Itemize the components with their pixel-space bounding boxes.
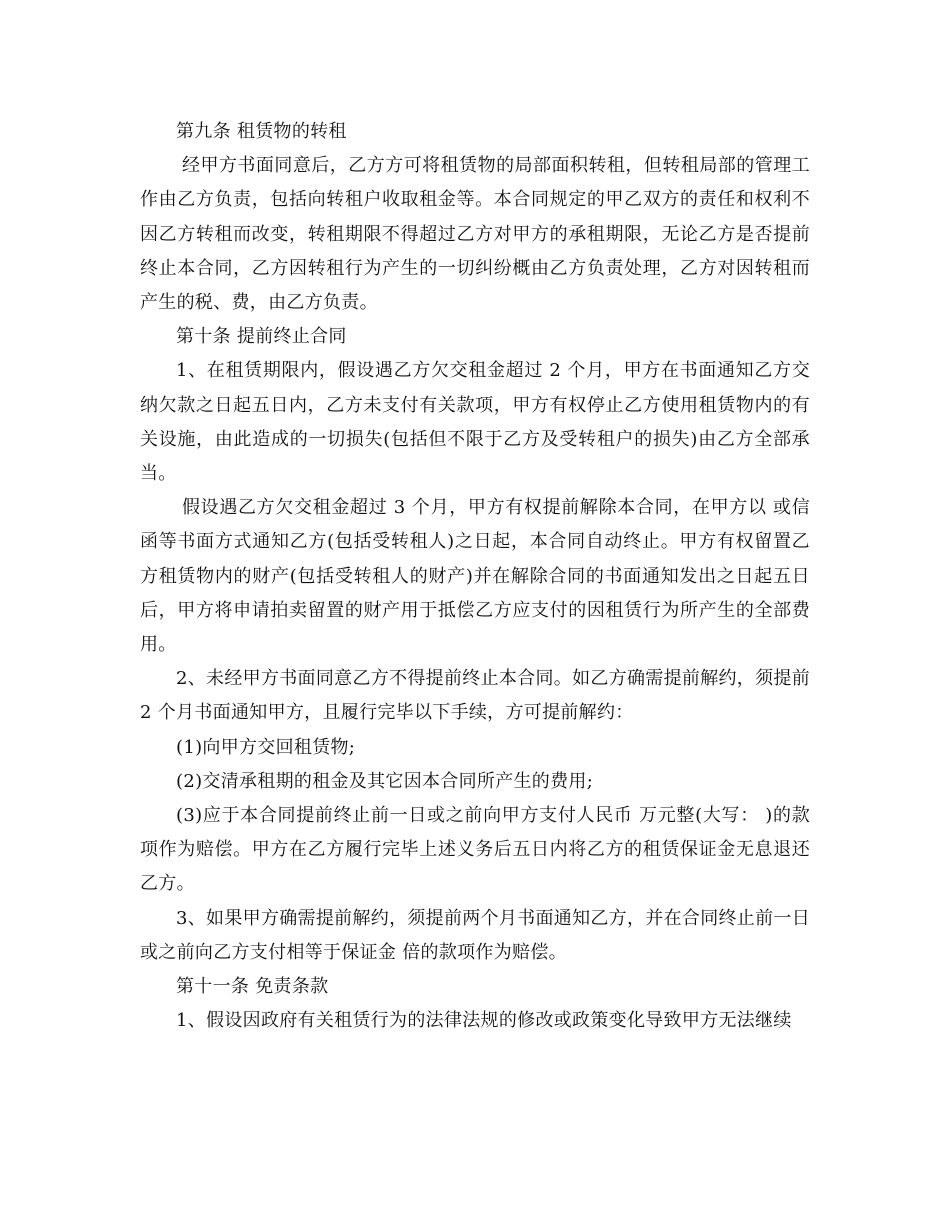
article-10-clause-3: 3、如果甲方确需提前解约，须提前两个月书面通知乙方，并在合同终止前一日或之前向乙方支付相等于保证金 倍的款项作为赔偿。: [140, 907, 810, 963]
article-10-clause-2-item-3: (3)应于本合同提前终止前一日或之前向甲方支付人民币 万元整(大写： )的款项作为赔偿。甲方在乙方履行完毕上述义务后五日内将乙方的租赁保证金无息退还乙方。: [140, 805, 810, 895]
article-11-clause-1: 1、假设因政府有关租赁行为的法律法规的修改或政策变化导致甲方无法继续: [176, 1010, 792, 1032]
article-10-clause-2: 2、未经甲方书面同意乙方不得提前终止本合同。如乙方确需提前解约，须提前 2 个月书面通知甲方，且履行完毕以下手续，方可提前解约：: [140, 668, 810, 724]
article-11-heading: 第十一条 免责条款: [176, 976, 329, 998]
article-9-body: 经甲方书面同意后，乙方方可将租赁物的局部面积转租，但转租局部的管理工作由乙方负责，包括向转租户收取租金等。本合同规定的甲乙双方的责任和权利不因乙方转租而改变，转租期限不得超过乙方对甲方的承租期限，无论乙方是否提前终止本合同，乙方因转租行为产生的一切纠纷概由乙方负责处理，乙方对因转租而产生的税、费，由乙方负责。: [140, 155, 810, 314]
article-10-clause-2-item-1: (1)向甲方交回租赁物;: [176, 736, 356, 758]
document-body: [140, 115, 810, 1038]
article-10-clause-1-continued: 假设遇乙方欠交租金超过 3 个月，甲方有权提前解除本合同，在甲方以 或信函等书面方式通知乙方(包括受转租人)之日起，本合同自动终止。甲方有权留置乙方租赁物内的财产(包括受转租人的财产)并在解除合同的书面通知发出之日起五日后，甲方将申请拍卖留置的财产用于抵偿乙方应支付的因租赁行为所产生的全部费用。: [140, 497, 810, 656]
article-10-heading: 第十条 提前终止合同: [176, 326, 347, 348]
article-10-clause-2-item-2: (2)交清承租期的租金及其它因本合同所产生的费用;: [176, 770, 594, 792]
article-10-clause-1: 1、在租赁期限内，假设遇乙方欠交租金超过 2 个月，甲方在书面通知乙方交纳欠款之日起五日内，乙方未支付有关款项，甲方有权停止乙方使用租赁物内的有关设施，由此造成的一切损失(包括但不限于乙方及受转租户的损失)由乙方全部承当。: [140, 360, 810, 485]
article-9-heading: 第九条 租赁物的转租: [176, 121, 347, 142]
